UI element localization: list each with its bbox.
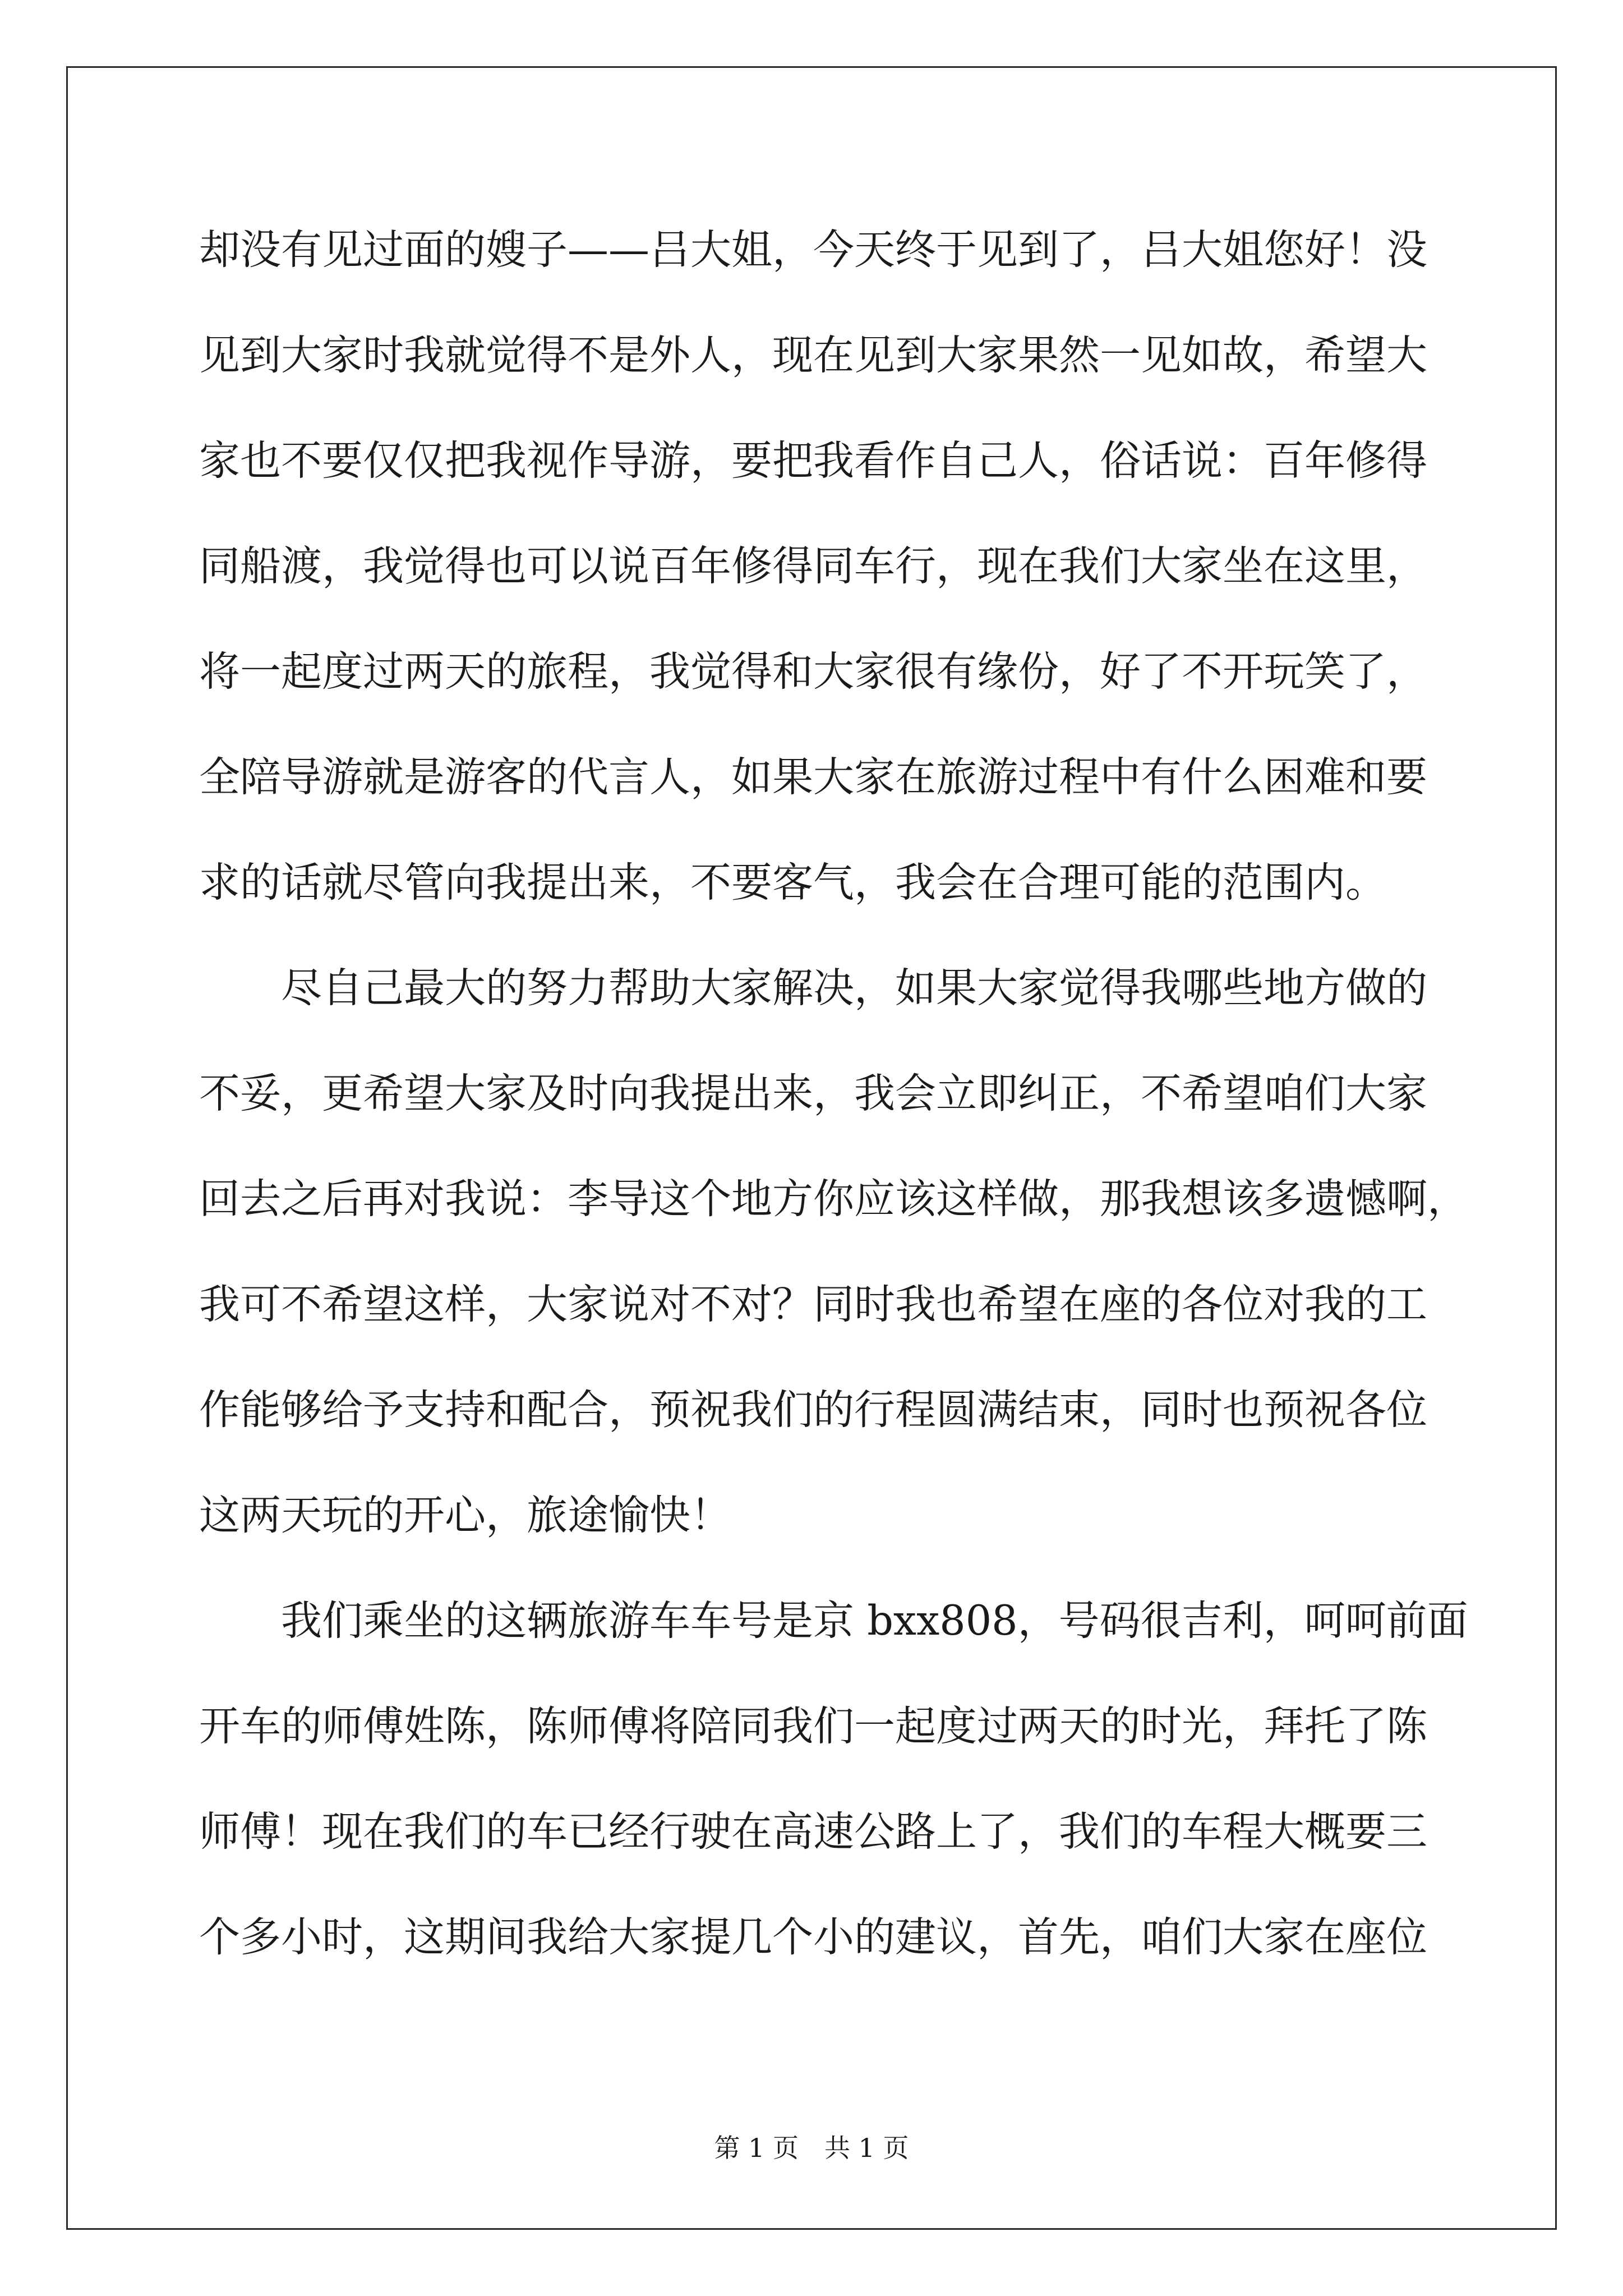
page-total: 共 1 页 (824, 2133, 909, 2163)
text-line: 回去之后再对我说：李导这个地方你应该这样做，那我想该多遗憾啊， (199, 1175, 1468, 1223)
text-line: 作能够给予支持和配合，预祝我们的行程圆满结束，同时也预祝各位 (199, 1386, 1427, 1434)
text-line: 全陪导游就是游客的代言人，如果大家在旅游过程中有什么困难和要 (199, 753, 1427, 801)
text-line: 师傅！现在我们的车已经行驶在高速公路上了，我们的车程大概要三 (199, 1808, 1427, 1856)
page-number: 第 1 页 (714, 2133, 799, 2163)
text-line: 这两天玩的开心，旅途愉快！ (199, 1492, 731, 1539)
text-line: 我可不希望这样，大家说对不对？同时我也希望在座的各位对我的工 (199, 1281, 1427, 1328)
text-line: 将一起度过两天的旅程，我觉得和大家很有缘份，好了不开玩笑了， (199, 648, 1427, 696)
text-line: 个多小时，这期间我给大家提几个小的建议，首先，咱们大家在座位 (199, 1913, 1427, 1961)
text-line: 开车的师傅姓陈，陈师傅将陪同我们一起度过两天的时光，拜托了陈 (199, 1703, 1427, 1750)
text-line: 我们乘坐的这辆旅游车车号是京 bxx808，号码很吉利，呵呵前面 (281, 1597, 1468, 1645)
document-body (199, 218, 1468, 2010)
text-line: 求的话就尽管向我提出来，不要客气，我会在合理可能的范围内。 (199, 859, 1386, 907)
text-line: 同船渡，我觉得也可以说百年修得同车行，现在我们大家坐在这里， (199, 542, 1427, 590)
text-line: 不妥，更希望大家及时向我提出来，我会立即纠正，不希望咱们大家 (199, 1070, 1427, 1117)
page-footer (0, 2131, 1623, 2165)
text-line: 尽自己最大的努力帮助大家解决，如果大家觉得我哪些地方做的 (281, 964, 1427, 1012)
text-line: 见到大家时我就觉得不是外人，现在见到大家果然一见如故，希望大 (199, 332, 1427, 379)
text-line: 家也不要仅仅把我视作导游，要把我看作自己人，俗话说：百年修得 (199, 437, 1427, 485)
text-line: 却没有见过面的嫂子——吕大姐，今天终于见到了，吕大姐您好！没 (199, 226, 1427, 274)
